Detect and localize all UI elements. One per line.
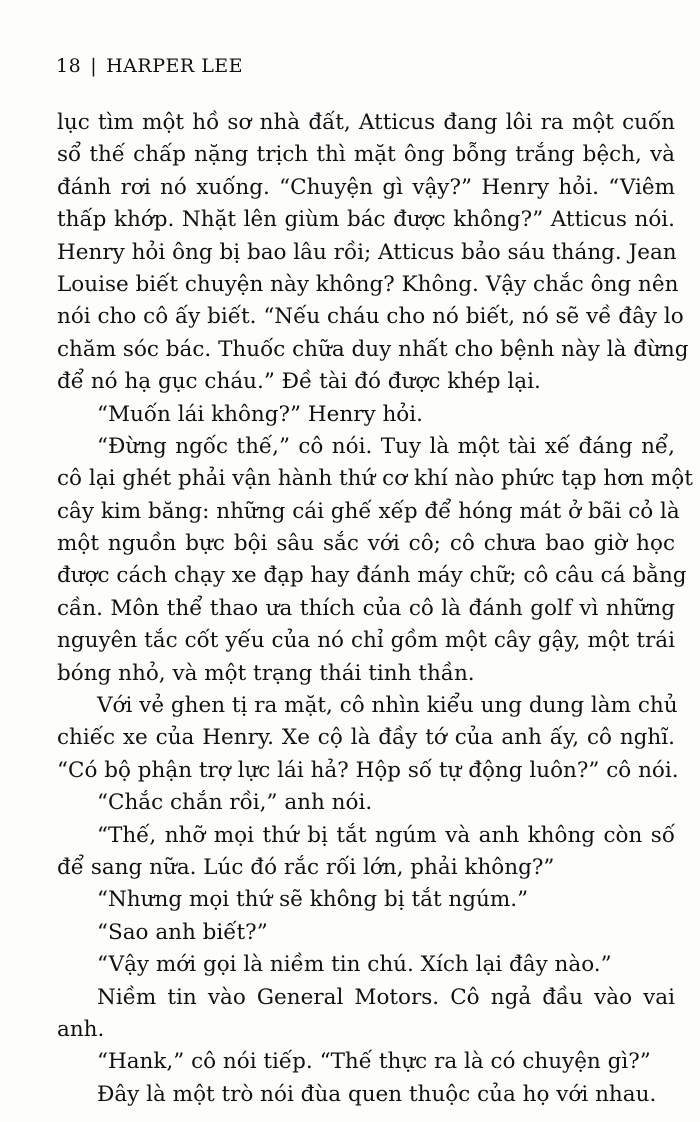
text-line: “Có bộ phận trợ lực lái hả? Hộp số tự động luôn?” cô nói. (57, 757, 679, 783)
text-line: “Chắc chắn rồi,” anh nói. (97, 790, 373, 816)
text-line: nói cho cô ấy biết. “Nếu cháu cho nó biết, nó sẽ về đây lo (57, 304, 684, 330)
author-name: HARPER LEE (106, 55, 244, 77)
text-line: sổ thế chấp nặng trịch thì mặt ông bỗng trắng bệch, và (57, 142, 675, 168)
running-head (56, 54, 243, 78)
text-line: đánh rơi nó xuống. “Chuyện gì vậy?” Henry hỏi. “Viêm (57, 174, 675, 200)
text-line: “Muốn lái không?” Henry hỏi. (97, 401, 423, 427)
text-line: cô lại ghét phải vận hành thứ cơ khí nào phức tạp hơn một (57, 466, 693, 492)
text-line: “Đừng ngốc thế,” cô nói. Tuy là một tài xế đáng nể, (97, 433, 675, 459)
text-line: “Hank,” cô nói tiếp. “Thế thực ra là có chuyện gì?” (97, 1049, 651, 1075)
text-line: được cách chạy xe đạp hay đánh máy chữ; cô câu cá bằng (57, 563, 687, 589)
text-line: một nguồn bực bội sâu sắc với cô; cô chưa bao giờ học (57, 531, 675, 557)
text-line: Đây là một trò nói đùa quen thuộc của họ với nhau. (97, 1081, 657, 1107)
text-line: “Sao anh biết?” (97, 919, 268, 945)
text-line: thấp khớp. Nhặt lên giùm bác được không?” Atticus nói. (57, 207, 675, 233)
text-line: lục tìm một hồ sơ nhà đất, Atticus đang lôi ra một cuốn (57, 110, 675, 135)
text-line: chiếc xe của Henry. Xe cộ là đầy tớ của anh ấy, cô nghĩ. (57, 725, 675, 751)
text-line: Louise biết chuyện này không? Không. Vậy chắc ông nên (57, 271, 679, 297)
text-line: chăm sóc bác. Thuốc chữa duy nhất cho bệnh này là đừng (57, 336, 689, 362)
text-line: “Vậy mới gọi là niềm tin chú. Xích lại đây nào.” (97, 952, 612, 978)
text-line: “Nhưng mọi thứ sẽ không bị tắt ngúm.” (97, 887, 529, 913)
text-line: “Thế, nhỡ mọi thứ bị tắt ngúm và anh không còn số (97, 822, 675, 848)
text-line: cây kim băng: những cái ghế xếp để hóng mát ở bãi cỏ là (57, 498, 680, 524)
text-line: bóng nhỏ, và một trạng thái tinh thần. (57, 660, 475, 686)
header-separator: | (90, 55, 98, 77)
text-line: nguyên tắc cốt yếu của nó chỉ gồm một cây gậy, một trái (57, 628, 675, 654)
text-line: Henry hỏi ông bị bao lâu rồi; Atticus bảo sáu tháng. Jean (57, 239, 677, 265)
text-line: anh. (57, 1016, 105, 1042)
page-number: 18 (56, 55, 82, 77)
text-line: để nó hạ gục cháu.” Đề tài đó được khép lại. (57, 369, 541, 395)
text-line: Với vẻ ghen tị ra mặt, cô nhìn kiểu ung dung làm chủ (97, 693, 678, 719)
text-line: Niềm tin vào General Motors. Cô ngả đầu vào vai (97, 984, 675, 1010)
body-text (57, 107, 693, 1111)
text-line: để sang nữa. Lúc đó rắc rối lớn, phải không?” (57, 854, 555, 880)
text-line: cần. Môn thể thao ưa thích của cô là đánh golf vì những (57, 595, 675, 621)
